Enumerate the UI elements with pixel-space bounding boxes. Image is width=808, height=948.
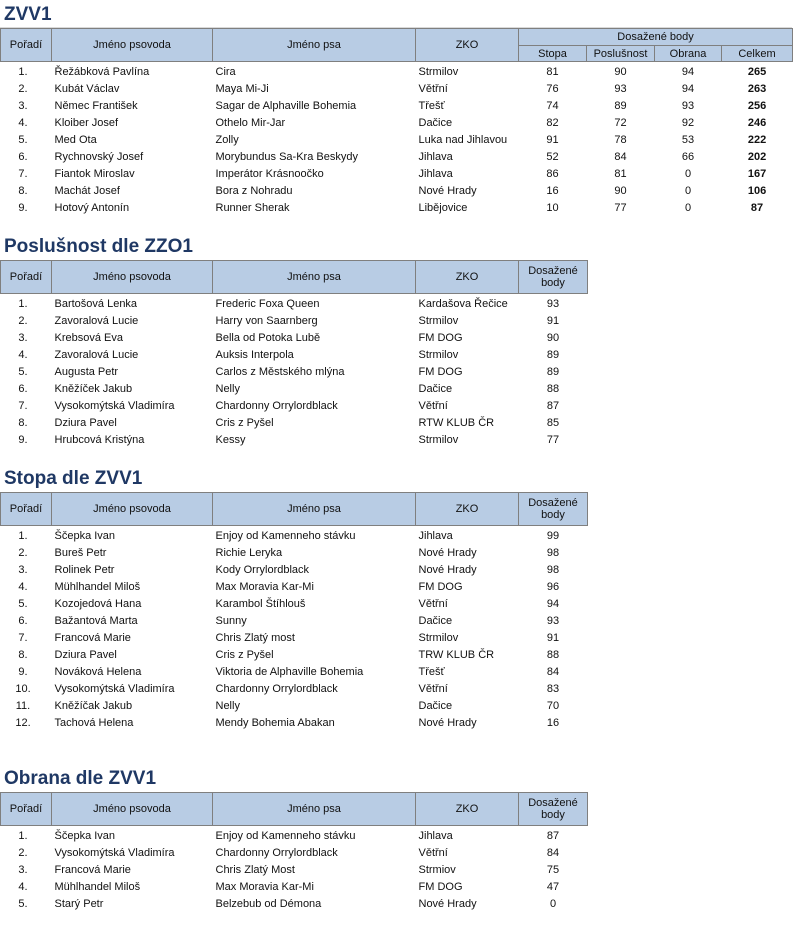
- club-cell: Třešť: [418, 666, 445, 678]
- handler-cell: Mühlhandel Miloš: [54, 581, 141, 593]
- handler-cell: Zavoralová Lucie: [54, 315, 139, 327]
- table-row: [1, 596, 588, 613]
- celkem-cell: 222: [747, 134, 767, 146]
- table-row: [1, 613, 588, 630]
- rank-cell: 9.: [18, 666, 28, 678]
- dog-cell: Runner Sherak: [215, 202, 290, 214]
- obrana-cell: 94: [681, 83, 695, 95]
- club-cell: Větřní: [418, 83, 448, 95]
- club-cell: Dačice: [418, 615, 453, 627]
- stopa-cell: 91: [546, 134, 559, 146]
- rank-cell: 4.: [18, 581, 28, 593]
- poslusnost-cell: 81: [614, 168, 627, 180]
- club-cell: Dačice: [418, 383, 453, 395]
- club-cell: Větřní: [418, 847, 448, 859]
- dog-cell: Carlos z Městského mlýna: [215, 366, 345, 378]
- dog-cell: Bora z Nohradu: [215, 185, 293, 197]
- celkem-cell: 246: [747, 117, 767, 129]
- handler-cell: Hrubcová Kristýna: [54, 434, 145, 446]
- club-cell: Jihlava: [418, 830, 453, 842]
- rank-cell: 5.: [18, 898, 28, 910]
- obrana-cell: 53: [681, 134, 695, 146]
- points-cell: 87: [546, 830, 560, 842]
- club-cell: Strmilov: [418, 66, 459, 78]
- dog-cell: Max Moravia Kar-Mi: [215, 581, 314, 593]
- poslusnost-cell: 77: [614, 202, 627, 214]
- handler-cell: Bažantová Marta: [54, 615, 138, 627]
- points-cell: 84: [546, 666, 560, 678]
- handler-cell: Francová Marie: [54, 864, 131, 876]
- obrana-cell: 0: [684, 202, 692, 214]
- club-cell: FM DOG: [418, 332, 463, 344]
- points-cell: 16: [546, 717, 560, 729]
- dog-cell: Chardonny Orrylordblack: [215, 400, 338, 412]
- celkem-cell: 202: [747, 151, 767, 163]
- dog-cell: Max Moravia Kar-Mi: [215, 881, 314, 893]
- dog-cell: Chardonny Orrylordblack: [215, 847, 338, 859]
- table-row: [1, 415, 588, 432]
- dog-cell: Kody Orrylordblack: [215, 564, 310, 576]
- points-cell: 90: [546, 332, 560, 344]
- header-points-line1: Dosažené: [528, 797, 578, 809]
- table-row: [1, 81, 793, 98]
- points-cell: 98: [546, 547, 560, 559]
- dog-cell: Enjoy od Kamenneho stávku: [215, 830, 356, 842]
- points-cell: 0: [549, 898, 557, 910]
- dog-cell: Cris z Pyšel: [215, 649, 274, 661]
- club-cell: Větřní: [418, 400, 448, 412]
- handler-cell: Zavoralová Lucie: [54, 349, 139, 361]
- rank-cell: 9.: [18, 202, 28, 214]
- table-row: [1, 115, 793, 132]
- dog-cell: Mendy Bohemia Abakan: [215, 717, 335, 729]
- handler-cell: Bartošová Lenka: [54, 298, 138, 310]
- dog-cell: Chris Zlatý most: [215, 632, 295, 644]
- club-cell: Nové Hrady: [418, 898, 477, 910]
- table-row: [1, 862, 588, 879]
- table-row: [1, 715, 588, 732]
- points-cell: 98: [546, 564, 560, 576]
- club-cell: Strmiov: [418, 864, 456, 876]
- rank-cell: 3.: [18, 564, 28, 576]
- handler-cell: Tachová Helena: [54, 717, 134, 729]
- handler-cell: Němec František: [54, 100, 138, 112]
- stopa-cell: 16: [546, 185, 559, 197]
- table-row: [1, 845, 588, 862]
- obrana-cell: 94: [681, 66, 695, 78]
- rank-cell: 1.: [18, 298, 28, 310]
- table-row: [1, 294, 588, 314]
- rank-cell: 9.: [18, 434, 28, 446]
- dog-cell: Bella od Potoka Lubě: [215, 332, 321, 344]
- header-poslusnost: Poslušnost: [587, 46, 655, 62]
- celkem-cell: 265: [747, 66, 767, 78]
- table-row: [1, 98, 793, 115]
- club-cell: Jihlava: [418, 530, 453, 542]
- dog-cell: Chris Zlatý Most: [215, 864, 295, 876]
- stopa-cell: 74: [546, 100, 559, 112]
- table-row: [1, 630, 588, 647]
- rank-cell: 4.: [18, 117, 28, 129]
- rank-cell: 1.: [18, 66, 28, 78]
- header-celkem: Celkem: [722, 46, 793, 62]
- club-cell: Jihlava: [418, 151, 453, 163]
- section-title-zvv1: ZVV1: [4, 4, 52, 25]
- handler-cell: Francová Marie: [54, 632, 131, 644]
- poslusnost-cell: 93: [614, 83, 627, 95]
- dog-cell: Kessy: [215, 434, 246, 446]
- handler-cell: Ščepka Ivan: [54, 830, 116, 842]
- handler-cell: Med Ota: [54, 134, 97, 146]
- points-cell: 91: [546, 632, 560, 644]
- club-cell: FM DOG: [418, 881, 463, 893]
- handler-cell: Rolinek Petr: [54, 564, 115, 576]
- header-rank: Pořadí: [1, 793, 52, 826]
- header-club: ZKO: [416, 493, 519, 526]
- points-cell: 84: [546, 847, 560, 859]
- points-cell: 85: [546, 417, 560, 429]
- header-points-group: Dosažené body: [519, 29, 793, 46]
- dog-cell: Nelly: [215, 383, 240, 395]
- rank-cell: 5.: [18, 598, 28, 610]
- stopa-cell: 81: [546, 66, 559, 78]
- club-cell: Nové Hrady: [418, 717, 477, 729]
- rank-cell: 7.: [18, 400, 28, 412]
- rank-cell: 11.: [15, 700, 31, 712]
- header-handler: Jméno psovoda: [52, 29, 213, 62]
- handler-cell: Dziura Pavel: [54, 649, 117, 661]
- club-cell: Luka nad Jihlavou: [418, 134, 508, 146]
- table-row: [1, 545, 588, 562]
- rank-cell: 12.: [15, 717, 31, 729]
- header-club: ZKO: [416, 793, 519, 826]
- club-cell: Libějovice: [418, 202, 468, 214]
- table-row: [1, 826, 588, 846]
- rank-cell: 6.: [18, 615, 28, 627]
- table-row: [1, 526, 588, 546]
- dog-cell: Enjoy od Kamenneho stávku: [215, 530, 356, 542]
- stopa-cell: 82: [546, 117, 559, 129]
- dog-cell: Morybundus Sa-Kra Beskydy: [215, 151, 358, 163]
- rank-cell: 1.: [18, 830, 28, 842]
- points-cell: 93: [546, 298, 560, 310]
- dog-cell: Nelly: [215, 700, 240, 712]
- obrana-cell: 93: [681, 100, 695, 112]
- dog-cell: Sunny: [215, 615, 247, 627]
- club-cell: FM DOG: [418, 366, 463, 378]
- rank-cell: 6.: [18, 151, 28, 163]
- rank-cell: 8.: [18, 649, 28, 661]
- dog-cell: Richie Leryka: [215, 547, 283, 559]
- table-row: [1, 579, 588, 596]
- dog-cell: Imperátor Krásnoočko: [215, 168, 324, 180]
- rank-cell: 5.: [18, 366, 28, 378]
- rank-cell: 2.: [18, 547, 28, 559]
- rank-cell: 2.: [18, 315, 28, 327]
- points-cell: 77: [546, 434, 560, 446]
- handler-cell: Hotový Antonín: [54, 202, 130, 214]
- points-cell: 99: [546, 530, 560, 542]
- results-body-zvv1: [1, 62, 793, 218]
- obrana-cell: 92: [681, 117, 695, 129]
- handler-cell: Dziura Pavel: [54, 417, 117, 429]
- header-points: [519, 261, 588, 294]
- poslusnost-cell: 72: [614, 117, 627, 129]
- table-row: [1, 313, 588, 330]
- table-row: [1, 398, 588, 415]
- points-cell: 93: [546, 615, 560, 627]
- points-cell: 70: [546, 700, 560, 712]
- points-cell: 94: [546, 598, 560, 610]
- handler-cell: Fiantok Miroslav: [54, 168, 135, 180]
- table-row: [1, 698, 588, 715]
- header-points: [519, 493, 588, 526]
- club-cell: Nové Hrady: [418, 547, 477, 559]
- table-row: [1, 200, 793, 217]
- points-cell: 83: [546, 683, 560, 695]
- rank-cell: 4.: [18, 349, 28, 361]
- header-points-line1: Dosažené: [528, 265, 578, 277]
- handler-cell: Kubát Václav: [54, 83, 120, 95]
- dog-cell: Cira: [215, 66, 236, 78]
- table-row: [1, 647, 588, 664]
- header-dog: Jméno psa: [213, 493, 416, 526]
- header-points: [519, 793, 588, 826]
- results-table-poslusnost: [0, 260, 588, 449]
- header-rank: Pořadí: [1, 493, 52, 526]
- handler-cell: Mühlhandel Miloš: [54, 881, 141, 893]
- handler-cell: Nováková Helena: [54, 666, 142, 678]
- handler-cell: Vysokomýtská Vladimíra: [54, 847, 175, 859]
- celkem-cell: 256: [747, 100, 767, 112]
- table-row: [1, 879, 588, 896]
- handler-cell: Vysokomýtská Vladimíra: [54, 683, 175, 695]
- poslusnost-cell: 89: [614, 100, 627, 112]
- club-cell: Strmilov: [418, 632, 459, 644]
- section-title-poslusnost: Poslušnost dle ZZO1: [4, 236, 193, 257]
- stopa-cell: 10: [546, 202, 559, 214]
- header-rank: Pořadí: [1, 29, 52, 62]
- results-table-zvv1: [0, 28, 793, 217]
- rank-cell: 4.: [18, 881, 28, 893]
- header-points-line2: body: [541, 809, 565, 821]
- header-club: ZKO: [416, 261, 519, 294]
- celkem-cell: 106: [747, 185, 767, 197]
- handler-cell: Kloiber Josef: [54, 117, 119, 129]
- stopa-cell: 86: [546, 168, 559, 180]
- header-points-line1: Dosažené: [528, 497, 578, 509]
- header-dog: Jméno psa: [213, 29, 416, 62]
- club-cell: Dačice: [418, 700, 453, 712]
- club-cell: Větřní: [418, 598, 448, 610]
- club-cell: Strmilov: [418, 434, 459, 446]
- table-row: [1, 681, 588, 698]
- table-row: [1, 132, 793, 149]
- rank-cell: 6.: [18, 383, 28, 395]
- handler-cell: Kněžíčak Jakub: [54, 700, 133, 712]
- rank-cell: 3.: [18, 864, 28, 876]
- club-cell: Kardašova Řečice: [418, 298, 508, 310]
- points-cell: 89: [546, 366, 560, 378]
- header-dog: Jméno psa: [213, 793, 416, 826]
- club-cell: Strmilov: [418, 315, 459, 327]
- club-cell: Větřní: [418, 683, 448, 695]
- dog-cell: Sagar de Alphaville Bohemia: [215, 100, 357, 112]
- poslusnost-cell: 90: [614, 185, 627, 197]
- handler-cell: Kozojedová Hana: [54, 598, 142, 610]
- celkem-cell: 263: [747, 83, 767, 95]
- table-row: [1, 347, 588, 364]
- club-cell: TRW KLUB ČR: [418, 649, 495, 661]
- table-row: [1, 896, 588, 913]
- handler-cell: Kněžíček Jakub: [54, 383, 133, 395]
- table-row: [1, 381, 588, 398]
- rank-cell: 3.: [18, 100, 28, 112]
- handler-cell: Starý Petr: [54, 898, 104, 910]
- dog-cell: Auksis Interpola: [215, 349, 294, 361]
- rank-cell: 7.: [18, 168, 28, 180]
- club-cell: FM DOG: [418, 581, 463, 593]
- table-row: [1, 664, 588, 681]
- header-stopa: Stopa: [519, 46, 587, 62]
- rank-cell: 2.: [18, 847, 28, 859]
- table-row: [1, 432, 588, 449]
- obrana-cell: 66: [681, 151, 695, 163]
- handler-cell: Vysokomýtská Vladimíra: [54, 400, 175, 412]
- rank-cell: 2.: [18, 83, 28, 95]
- section-title-stopa: Stopa dle ZVV1: [4, 468, 143, 489]
- header-obrana: Obrana: [655, 46, 722, 62]
- rank-cell: 1.: [18, 530, 28, 542]
- poslusnost-cell: 78: [614, 134, 627, 146]
- club-cell: Dačice: [418, 117, 453, 129]
- poslusnost-cell: 84: [614, 151, 627, 163]
- points-cell: 88: [546, 649, 560, 661]
- rank-cell: 3.: [18, 332, 28, 344]
- section-title-obrana: Obrana dle ZVV1: [4, 768, 157, 789]
- points-cell: 89: [546, 349, 560, 361]
- club-cell: Třešť: [418, 100, 445, 112]
- dog-cell: Viktoria de Alphaville Bohemia: [215, 666, 364, 678]
- handler-cell: Řežábková Pavlína: [54, 66, 150, 78]
- club-cell: Nové Hrady: [418, 185, 477, 197]
- handler-cell: Bureš Petr: [54, 547, 107, 559]
- results-table-stopa: [0, 492, 588, 732]
- points-cell: 87: [546, 400, 560, 412]
- club-cell: RTW KLUB ČR: [418, 417, 495, 429]
- points-cell: 91: [546, 315, 560, 327]
- table-row: [1, 364, 588, 381]
- handler-cell: Machát Josef: [54, 185, 120, 197]
- dog-cell: Zolly: [215, 134, 239, 146]
- celkem-cell: 167: [747, 168, 767, 180]
- header-points-line2: body: [541, 277, 565, 289]
- dog-cell: Belzebub od Démona: [215, 898, 322, 910]
- dog-cell: Frederic Foxa Queen: [215, 298, 320, 310]
- handler-cell: Rychnovský Josef: [54, 151, 144, 163]
- table-row: [1, 62, 793, 82]
- handler-cell: Krebsová Eva: [54, 332, 123, 344]
- handler-cell: Ščepka Ivan: [54, 530, 116, 542]
- rank-cell: 8.: [18, 185, 28, 197]
- table-row: [1, 562, 588, 579]
- results-table-obrana: [0, 792, 588, 913]
- dog-cell: Maya Mi-Ji: [215, 83, 269, 95]
- points-cell: 47: [546, 881, 560, 893]
- club-cell: Jihlava: [418, 168, 453, 180]
- header-club: ZKO: [416, 29, 519, 62]
- table-row: [1, 330, 588, 347]
- table-row: [1, 183, 793, 200]
- header-handler: Jméno psovoda: [52, 261, 213, 294]
- points-cell: 75: [546, 864, 560, 876]
- points-cell: 96: [546, 581, 560, 593]
- obrana-cell: 0: [684, 168, 692, 180]
- dog-cell: Harry von Saarnberg: [215, 315, 318, 327]
- obrana-cell: 0: [684, 185, 692, 197]
- dog-cell: Cris z Pyšel: [215, 417, 274, 429]
- header-dog: Jméno psa: [213, 261, 416, 294]
- header-points-line2: body: [541, 509, 565, 521]
- rank-cell: 8.: [18, 417, 28, 429]
- rank-cell: 10.: [15, 683, 31, 695]
- header-handler: Jméno psovoda: [52, 493, 213, 526]
- table-row: [1, 149, 793, 166]
- rank-cell: 7.: [18, 632, 28, 644]
- header-handler: Jméno psovoda: [52, 793, 213, 826]
- poslusnost-cell: 90: [614, 66, 627, 78]
- club-cell: Strmilov: [418, 349, 459, 361]
- dog-cell: Othelo Mir-Jar: [215, 117, 286, 129]
- header-rank: Pořadí: [1, 261, 52, 294]
- stopa-cell: 76: [546, 83, 559, 95]
- club-cell: Nové Hrady: [418, 564, 477, 576]
- table-row: [1, 166, 793, 183]
- dog-cell: Karambol Štíhlouš: [215, 598, 306, 610]
- dog-cell: Chardonny Orrylordblack: [215, 683, 338, 695]
- celkem-cell: 87: [750, 202, 764, 214]
- rank-cell: 5.: [18, 134, 28, 146]
- stopa-cell: 52: [546, 151, 559, 163]
- handler-cell: Augusta Petr: [54, 366, 119, 378]
- points-cell: 88: [546, 383, 560, 395]
